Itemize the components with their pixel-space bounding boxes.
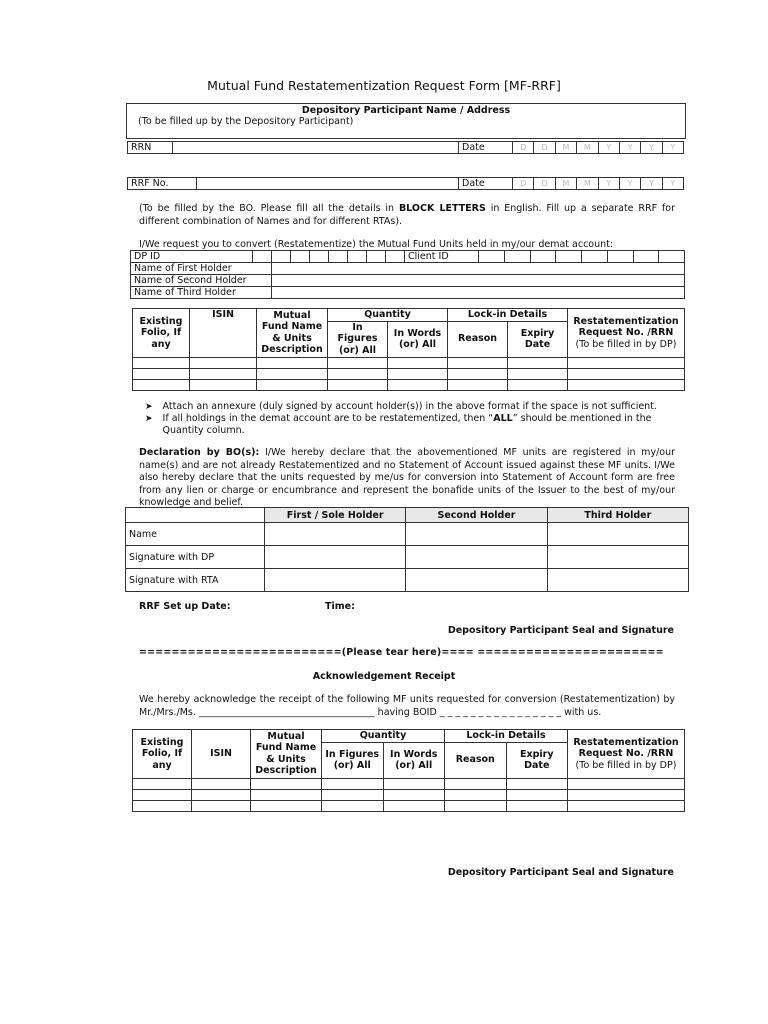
table-row (133, 778, 685, 789)
bo-note (139, 203, 675, 228)
row-sig-rta-label: Signature with RTA (126, 569, 265, 592)
ack-text-line1: We hereby acknowledge the receipt of the following MF units requested for conversion (Restatementization) by (139, 694, 675, 705)
first-holder-label: Name of First Holder (131, 263, 272, 275)
name-second-field[interactable] (406, 523, 547, 546)
row-name-label: Name (126, 523, 265, 546)
form-title: Mutual Fund Restatementization Request Form [MF-RRF] (207, 78, 561, 93)
bullet-list (145, 401, 675, 437)
client-id-cell[interactable] (659, 251, 685, 263)
dp-id-label: DP ID (131, 251, 253, 263)
second-holder-label: Name of Second Holder (131, 275, 272, 287)
dp-box-note: (To be filled up by the Depository Participant) (138, 116, 354, 127)
rrn-row (127, 141, 684, 154)
request-text: I/We request you to convert (Restatementize) the Mutual Fund Units held in my/our demat account: (139, 239, 614, 250)
date-cell[interactable]: Y (662, 178, 683, 190)
account-table (130, 250, 685, 299)
client-id-label: Client ID (405, 251, 479, 263)
date-cell[interactable]: Y (619, 178, 640, 190)
declaration-label: Declaration by BO(s): (139, 447, 260, 458)
name-third-field[interactable] (547, 523, 688, 546)
ack-units-table (132, 729, 685, 812)
dp-id-cell[interactable] (272, 251, 291, 263)
dp-id-cell[interactable] (386, 251, 405, 263)
bo-note-bold: BLOCK LETTERS (398, 203, 486, 214)
sig-rta-first-field[interactable] (265, 569, 406, 592)
ack-heading: Acknowledgement Receipt (312, 671, 456, 682)
col-reason: Reason (445, 742, 507, 778)
dp-seal-signature-bottom: Depository Participant Seal and Signature (447, 867, 674, 878)
third-holder-label: Name of Third Holder (131, 287, 272, 299)
rrn-label: RRN (128, 142, 173, 154)
restat-no-sub: (To be filled in by DP) (575, 759, 677, 771)
client-id-cell[interactable] (504, 251, 530, 263)
second-holder-field[interactable] (272, 275, 685, 287)
col-in-words: In Words (or) All (388, 321, 448, 357)
restat-no-title: Restatementization Request No. /RRN (573, 736, 679, 759)
dp-id-cell[interactable] (367, 251, 386, 263)
bullet-bold: ALL (493, 413, 513, 424)
bo-note-text: (To be filled by the BO. Please fill all the details in (139, 203, 399, 214)
tear-line: =========================(Please tear here)==== ======================= (139, 647, 664, 658)
bo-note-text: in English. Fill up a separate RRF for different combination of Names and for different RTAs). (139, 203, 675, 227)
time-label: Time: (325, 601, 355, 612)
client-id-cell[interactable] (556, 251, 582, 263)
date-cell[interactable]: D (534, 142, 555, 154)
col-mf-name: Mutual Fund Name & Units Description (251, 730, 322, 779)
rrf-row (127, 177, 684, 190)
date-cell[interactable]: Y (641, 178, 662, 190)
sig-dp-third-field[interactable] (547, 546, 688, 569)
table-row (133, 357, 685, 368)
date-cell[interactable]: D (534, 178, 555, 190)
declaration-text: I/We hereby declare that the abovementioned MF units are registered in my/our name(s) and are not already Restatementized and no Statement of Account issued against these MF units. I/We also hereby declare that the units requested by me/us for conversion into Statement of Account form are free from any lien or charge or encumbrance and represent the bonafide units of the Issuer to the best of my/our knowledge and belief. (139, 447, 676, 508)
table-row (133, 789, 685, 800)
table-row (133, 379, 685, 390)
col-lockin: Lock-in Details (448, 309, 568, 322)
date-cell[interactable]: M (577, 178, 598, 190)
bullet-text-a: If all holdings in the demat account are to be restatementized, then “ (162, 413, 494, 424)
col-lockin: Lock-in Details (445, 730, 568, 743)
client-id-cell[interactable] (582, 251, 608, 263)
date-cell[interactable]: M (555, 142, 576, 154)
setup-date-label: RRF Set up Date: (139, 601, 231, 612)
col-third-holder: Third Holder (547, 508, 688, 523)
sig-dp-second-field[interactable] (406, 546, 547, 569)
client-id-cell[interactable] (530, 251, 556, 263)
client-id-cell[interactable] (607, 251, 633, 263)
sig-corner (126, 508, 265, 523)
row-sig-dp-label: Signature with DP (126, 546, 265, 569)
dp-id-cell[interactable] (329, 251, 348, 263)
date-cell[interactable]: M (577, 142, 598, 154)
col-second-holder: Second Holder (406, 508, 547, 523)
client-id-cell[interactable] (633, 251, 659, 263)
col-isin: ISIN (192, 730, 251, 779)
sig-rta-third-field[interactable] (547, 569, 688, 592)
date-cell[interactable]: D (513, 142, 534, 154)
units-table (132, 308, 685, 391)
dp-id-cell[interactable] (348, 251, 367, 263)
date-cell[interactable]: Y (662, 142, 683, 154)
date-cell[interactable]: Y (598, 178, 619, 190)
date-cell[interactable]: Y (619, 142, 640, 154)
declaration (139, 447, 675, 510)
dp-box-heading: Depository Participant Name / Address (301, 105, 511, 116)
date-cell[interactable]: Y (598, 142, 619, 154)
restat-no-sub: (To be filled in by DP) (575, 338, 677, 350)
col-in-figures: In Figures (or) All (322, 742, 384, 778)
sig-dp-first-field[interactable] (265, 546, 406, 569)
col-quantity: Quantity (322, 730, 445, 743)
col-expiry: Expiry Date (508, 321, 568, 357)
bullet-text: Attach an annexure (duly signed by account holder(s)) in the above format if the space is not sufficient. (162, 401, 657, 412)
table-row (133, 368, 685, 379)
dp-seal-signature: Depository Participant Seal and Signature (447, 625, 674, 636)
name-first-field[interactable] (265, 523, 406, 546)
arrow-icon: ➤ (145, 402, 153, 412)
ack-text (139, 694, 675, 719)
col-expiry: Expiry Date (506, 742, 568, 778)
dp-id-cell[interactable] (291, 251, 310, 263)
col-existing-folio: Existing Folio, If any (133, 309, 190, 358)
col-first-holder: First / Sole Holder (265, 508, 406, 523)
date-cell[interactable]: Y (641, 142, 662, 154)
bullet-text-b: ” should be mentioned in the Quantity column. (162, 413, 652, 436)
bullet-item (145, 401, 675, 413)
ack-text-line2: Mr./Mrs./Ms. _____________________________________ having BOID _ _ _ _ _ _ _ _ _ _ _ _ _ _ _ _ with us. (139, 706, 602, 718)
date-cell[interactable]: M (555, 178, 576, 190)
first-holder-field[interactable] (272, 263, 685, 275)
col-isin: ISIN (190, 309, 257, 358)
rrf-label: RRF No. (128, 178, 197, 190)
dp-id-cell[interactable] (253, 251, 272, 263)
table-row (133, 800, 685, 811)
col-restat-no (568, 730, 685, 779)
col-reason: Reason (448, 321, 508, 357)
bullet-text (163, 413, 675, 437)
arrow-icon: ➤ (145, 414, 153, 424)
col-existing-folio: Existing Folio, If any (133, 730, 192, 779)
dp-id-cell[interactable] (310, 251, 329, 263)
rrf-date-label: Date (459, 178, 513, 190)
rrn-date-label: Date (459, 142, 513, 154)
col-restat-no (568, 309, 685, 358)
col-in-words: In Words (or) All (383, 742, 445, 778)
rrf-field[interactable] (197, 178, 459, 190)
date-cell[interactable]: D (513, 178, 534, 190)
client-id-cell[interactable] (479, 251, 505, 263)
dp-name-box (126, 103, 686, 139)
restat-no-title: Restatementization Request No. /RRN (573, 315, 679, 338)
third-holder-field[interactable] (272, 287, 685, 299)
bullet-item (145, 413, 675, 437)
signature-table (125, 507, 689, 592)
col-in-figures: In Figures (or) All (328, 321, 388, 357)
sig-rta-second-field[interactable] (406, 569, 547, 592)
rrn-field[interactable] (173, 142, 459, 154)
col-mf-name: Mutual Fund Name & Units Description (257, 309, 328, 358)
col-quantity: Quantity (328, 309, 448, 322)
